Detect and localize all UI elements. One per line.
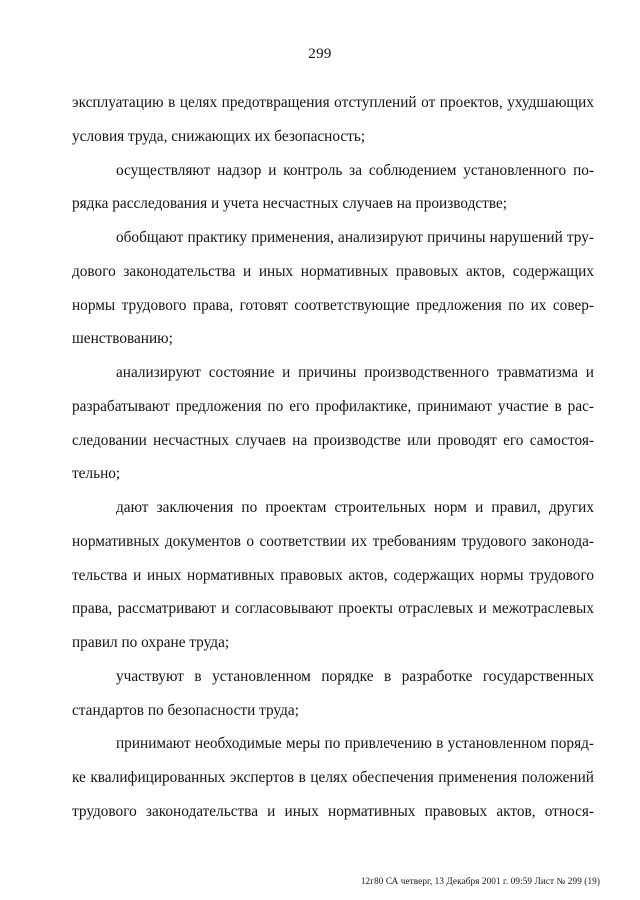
page-footer: 12г80 СА четверг, 13 Декабря 2001 г. 09:59 Лист № 299 (19) — [360, 876, 600, 886]
paragraph — [72, 356, 594, 491]
text-line: эксплуатацию в целях предотвращения отступлений от проектов, ухудшающих — [72, 94, 594, 111]
text-line: трудового законодательства и иных нормативных правовых актов, относя- — [72, 802, 594, 820]
text-line: принимают необходимые меры по привлечению в установленном поряд- — [116, 735, 594, 753]
text-line: ке квалифицированных экспертов в целях обеспечения применения положений — [72, 769, 594, 786]
text-line: стандартов по безопасности труда; — [72, 701, 299, 719]
text-line: рядка расследования и учета несчастных случаев на производстве; — [72, 195, 508, 213]
text-line: условия труда, снижающих их безопасность; — [72, 127, 366, 145]
paragraph — [72, 221, 594, 356]
text-line: тельства и иных нормативных правовых актов, содержащих нормы трудового — [72, 566, 594, 584]
text-line: нормативных документов о соответствии их требованиям трудового законода- — [72, 532, 594, 550]
paragraph — [72, 154, 594, 222]
text-line: осуществляют надзор и контроль за соблюдением установленного по- — [116, 161, 594, 179]
paragraph — [72, 86, 594, 154]
text-line: дового законодательства и иных нормативных правовых актов, содержащих — [72, 262, 594, 280]
text-line: участвуют в установленном порядке в разработке государственных — [116, 667, 594, 685]
text-line: обобщают практику применения, анализируют причины нарушений тру- — [116, 229, 594, 246]
text-line: анализируют состояние и причины производственного травматизма и — [116, 364, 594, 381]
text-line: права, рассматривают и согласовывают проекты отраслевых и межотраслевых — [72, 600, 594, 618]
text-line: нормы трудового права, готовят соответствующие предложения по их совер- — [72, 296, 594, 314]
document-body — [72, 86, 594, 829]
text-line: шенствованию; — [72, 330, 173, 348]
text-line: следовании несчастных случаев на производстве или проводят его самостоя- — [72, 431, 594, 449]
page-number: 299 — [308, 46, 332, 62]
paragraph — [72, 727, 594, 828]
paragraph — [72, 491, 594, 660]
text-line: правил по охране труда; — [72, 634, 230, 651]
paragraph — [72, 660, 594, 728]
text-line: разрабатывают предложения по его профилактике, принимают участие в рас- — [72, 397, 594, 415]
text-line: дают заключения по проектам строительных норм и правил, других — [116, 499, 594, 516]
text-line: тельно; — [72, 465, 121, 483]
